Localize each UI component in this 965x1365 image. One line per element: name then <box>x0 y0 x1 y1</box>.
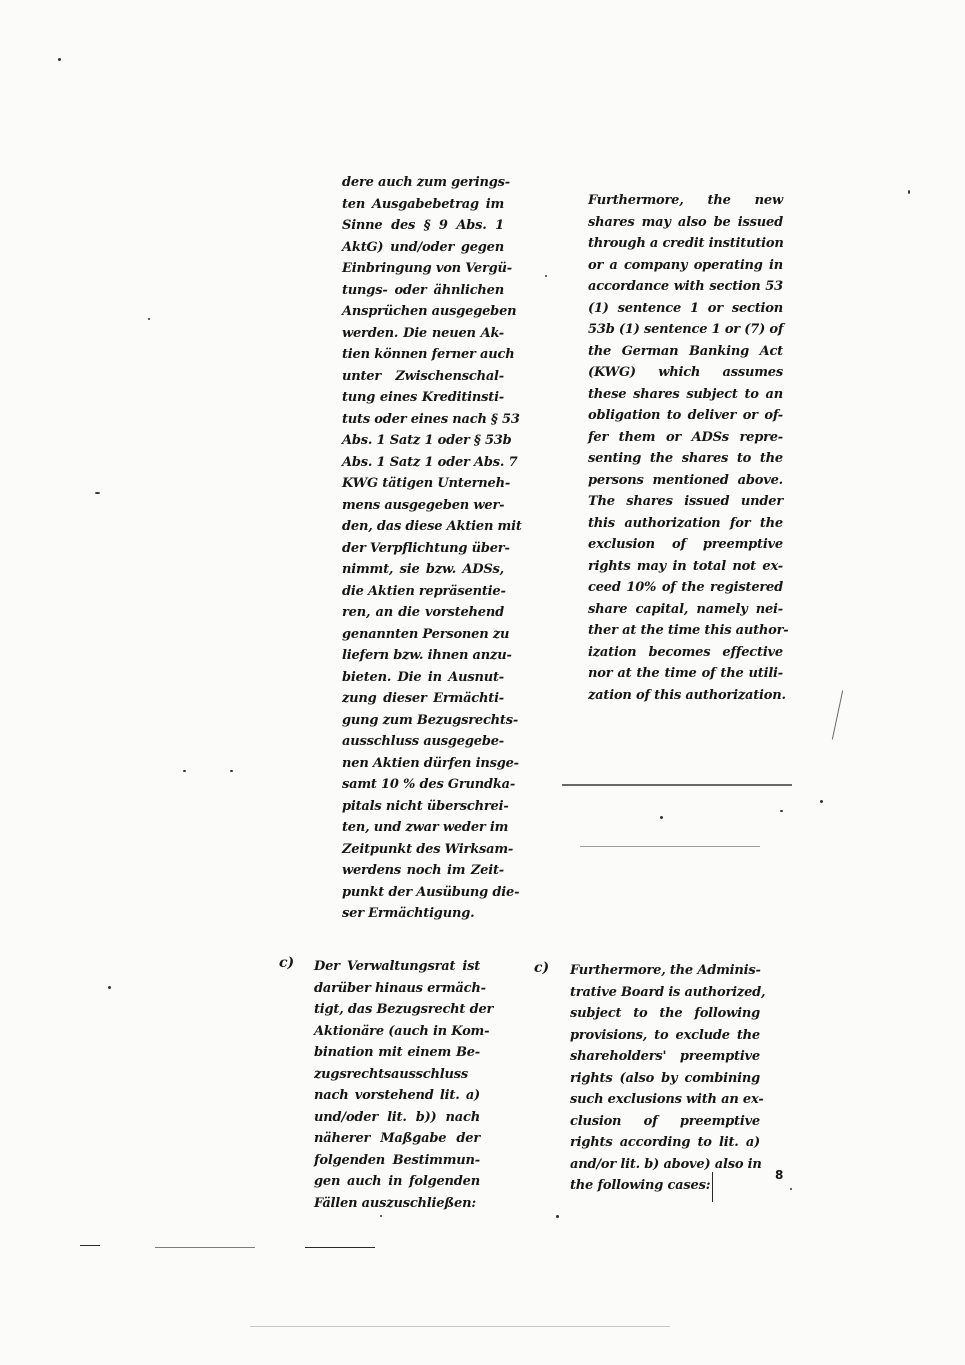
text-line: bination mit einem Be- <box>314 1045 480 1060</box>
text-line: bieten. Die in Ausnut- <box>342 669 504 685</box>
text-line: rights may in total not ex- <box>588 558 783 574</box>
page-number: 8 <box>775 1168 784 1182</box>
scan-speck <box>556 1215 559 1218</box>
text-line: The shares issued under <box>588 494 783 509</box>
text-line: Der Verwaltungsrat ist <box>314 959 480 974</box>
separator-rule <box>580 846 760 847</box>
text-line: tigt, das Bezugsrecht der <box>314 1002 494 1017</box>
text-line: Ansprüchen ausgegeben <box>342 304 517 319</box>
text-line: subject to the following <box>570 1006 760 1021</box>
text-line: Fällen auszuschließen: <box>314 1195 476 1211</box>
margin-mark <box>712 1172 713 1202</box>
text-line: dere auch zum gerings- <box>342 175 510 190</box>
text-line: gung zum Bezugsrechts- <box>342 712 519 728</box>
text-line: unter Zwischenschal- <box>342 368 504 384</box>
text-line: (KWG) which assumes <box>588 365 783 380</box>
text-line: rights (also by combining <box>570 1070 760 1086</box>
text-line: senting the shares to the <box>588 451 783 466</box>
text-line: darüber hinaus ermäch- <box>314 980 486 996</box>
text-line: or a company operating in <box>588 257 783 273</box>
text-line: ausschluss ausgegebe- <box>342 734 504 749</box>
text-line: provisions, to exclude the <box>570 1027 760 1043</box>
text-line: such exclusions with an ex- <box>570 1092 764 1107</box>
text-line: der Verpflichtung über- <box>342 540 510 556</box>
text-line: Einbringung von Vergü- <box>342 261 512 276</box>
english-item-marker-c: c) <box>534 960 550 976</box>
text-line: punkt der Ausübung die- <box>342 884 520 900</box>
text-line: nen Aktien dürfen insge- <box>342 755 519 771</box>
text-line: nimmt, sie bzw. ADSs, <box>342 562 504 577</box>
text-line: die Aktien repräsentie- <box>342 583 506 599</box>
english-column-continuation <box>588 190 789 706</box>
text-line: nach vorstehend lit. a) <box>314 1088 480 1103</box>
scan-speck <box>380 1215 382 1217</box>
text-line: tien können ferner auch <box>342 347 515 362</box>
text-line: through a credit institution <box>588 236 784 251</box>
text-line: Abs. 1 Satz 1 oder Abs. 7 <box>342 454 518 470</box>
text-line: gen auch in folgenden <box>314 1174 480 1189</box>
text-line: und/oder lit. b)) nach <box>314 1109 480 1125</box>
text-line: shareholders' preemptive <box>570 1049 760 1064</box>
text-line: (1) sentence 1 or section <box>588 300 783 316</box>
text-line: ization becomes effective <box>588 644 783 660</box>
scan-speck <box>790 1188 792 1190</box>
text-line: werden. Die neuen Ak- <box>342 325 504 341</box>
english-item-c-text <box>570 960 766 1197</box>
text-line: Furthermore, the Adminis- <box>570 963 761 978</box>
scan-speck <box>780 810 783 812</box>
scan-speck <box>108 986 111 989</box>
text-line: the following cases: <box>570 1178 711 1193</box>
scan-speck <box>58 58 61 61</box>
text-line: ser Ermächtigung. <box>342 906 475 921</box>
text-line: Sinne des § 9 Abs. 1 <box>342 218 504 233</box>
text-line: and/or lit. b) above) also in <box>570 1156 762 1172</box>
text-line: näherer Maßgabe der <box>314 1131 480 1146</box>
text-line: liefern bzw. ihnen anzu- <box>342 648 512 663</box>
german-item-c-text <box>314 956 494 1214</box>
text-line: share capital, namely nei- <box>588 601 783 617</box>
margin-mark <box>832 690 843 739</box>
text-line: samt 10 % des Grundka- <box>342 777 516 792</box>
scan-speck <box>820 800 823 803</box>
text-line: 53b (1) sentence 1 or (7) of <box>588 322 784 337</box>
separator-rule <box>155 1247 255 1248</box>
text-line: zation of this authorization. <box>588 687 786 703</box>
text-line: genannten Personen zu <box>342 626 510 642</box>
text-line: the German Banking Act <box>588 343 783 359</box>
text-line: nor at the time of the utili- <box>588 666 783 681</box>
german-column-continuation <box>342 172 522 925</box>
text-line: den, das diese Aktien mit <box>342 519 522 534</box>
text-line: tung eines Kreditinsti- <box>342 390 504 405</box>
german-item-marker-c: c) <box>279 955 295 971</box>
text-line: this authorization for the <box>588 515 783 531</box>
separator-rule <box>305 1247 375 1248</box>
text-line: obligation to deliver or of- <box>588 408 783 423</box>
scan-speck <box>545 275 547 277</box>
text-line: ren, an die vorstehend <box>342 605 504 620</box>
text-line: rights according to lit. a) <box>570 1135 760 1150</box>
text-line: exclusion of preemptive <box>588 537 783 552</box>
text-line: Zeitpunkt des Wirksam- <box>342 841 514 857</box>
text-line: zung dieser Ermächti- <box>342 691 504 706</box>
text-line: werdens noch im Zeit- <box>342 863 504 878</box>
text-line: KWG tätigen Unterneh- <box>342 476 511 491</box>
separator-rule <box>562 784 792 786</box>
scan-speck <box>660 816 663 819</box>
text-line: tuts oder eines nach § 53 <box>342 411 520 427</box>
text-line: ten Ausgabebetrag im <box>342 196 504 212</box>
text-line: persons mentioned above. <box>588 472 783 488</box>
separator-rule <box>250 1326 670 1327</box>
text-line: AktG) und/oder gegen <box>342 239 504 255</box>
scan-speck <box>95 492 100 494</box>
text-line: Aktionäre (auch in Kom- <box>314 1023 490 1039</box>
separator-rule <box>80 1245 100 1246</box>
text-line: ceed 10% of the registered <box>588 580 783 595</box>
scan-speck <box>908 190 910 194</box>
text-line: Furthermore, the new <box>588 193 783 208</box>
text-line: clusion of preemptive <box>570 1113 760 1129</box>
text-line: tungs- oder ähnlichen <box>342 282 504 298</box>
text-line: shares may also be issued <box>588 214 783 230</box>
text-line: ther at the time this author- <box>588 623 789 638</box>
text-line: accordance with section 53 <box>588 279 783 294</box>
text-line: pitals nicht überschrei- <box>342 798 509 814</box>
text-line: folgenden Bestimmun- <box>314 1152 480 1168</box>
text-line: fer them or ADSs repre- <box>588 429 783 445</box>
text-line: these shares subject to an <box>588 386 783 402</box>
text-line: Abs. 1 Satz 1 oder § 53b <box>342 433 512 448</box>
scan-speck <box>230 770 233 772</box>
scan-speck <box>148 318 150 320</box>
text-line: zugsrechtsausschluss <box>314 1066 468 1082</box>
text-line: mens ausgegeben wer- <box>342 497 505 513</box>
scan-speck <box>183 770 186 772</box>
text-line: trative Board is authorized, <box>570 984 766 1000</box>
text-line: ten, und zwar weder im <box>342 820 509 835</box>
